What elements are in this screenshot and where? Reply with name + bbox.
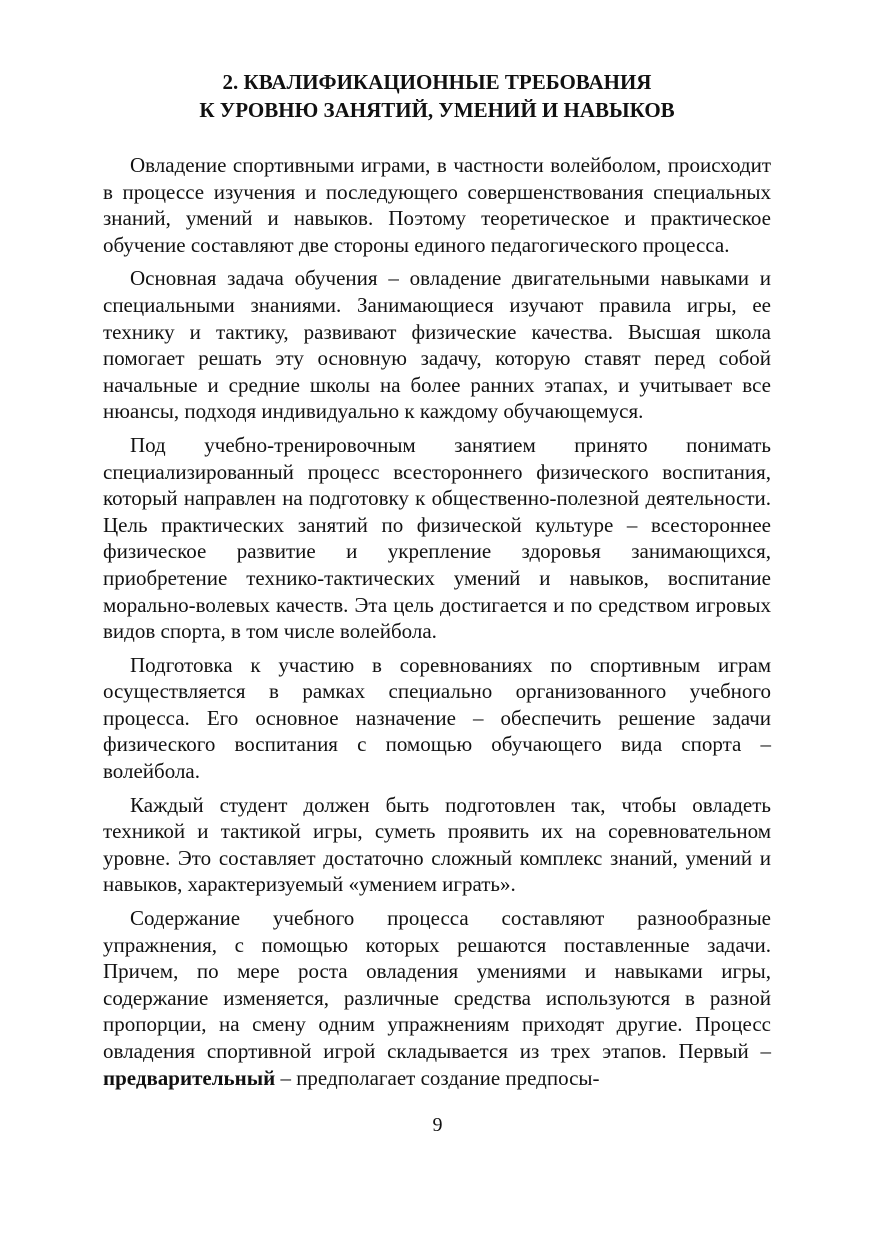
paragraph-6-text-end: – предполагает создание предпосы- (275, 1065, 600, 1090)
heading-line-2: К УРОВНЮ ЗАНЯТИЙ, УМЕНИЙ И НАВЫКОВ (199, 98, 675, 122)
paragraph-5: Каждый студент должен быть подготовлен так, чтобы овладеть техникой и тактикой игры, суметь проявить их на соревновательном уровне. Это составляет достаточно сложный комплекс знаний, умений и навыков, характеризуемый «умением играть». (103, 792, 771, 897)
section-heading (103, 68, 771, 124)
paragraph-3: Под учебно-тренировочным занятием принято понимать специализированный процесс всестороннего физического воспитания, который направлен на подготовку к общественно-полезной деятельности. Цель практических занятий по физической культуре – всестороннее физическое развитие и укрепление здоровья занимающихся, приобретение технико-тактических умений и навыков, воспитание морально-волевых качеств. Эта цель достигается и по средством игровых видов спорта, в том числе волейбола. (103, 432, 771, 644)
heading-line-1: 2. КВАЛИФИКАЦИОННЫЕ ТРЕБОВАНИЯ (222, 70, 652, 94)
paragraph-6 (103, 905, 771, 1091)
paragraph-4: Подготовка к участию в соревнованиях по спортивным играм осуществляется в рамках специально организованного учебного процесса. Его основное назначение – обеспечить решение задачи физического воспитания с помощью обучающего вида спорта – волейбола. (103, 652, 771, 784)
page-number: 9 (432, 1114, 443, 1136)
paragraph-2: Основная задача обучения – овладение двигательными навыками и специальными знаниями. Занимающиеся изучают правила игры, ее технику и тактику, развивают физические качества. Высшая школа помогает решать эту основную задачу, которую ставят перед собой начальные и средние школы на более ранних этапах, и учитывает все нюансы, подходя индивидуально к каждому обучающемуся. (103, 266, 771, 424)
document-page (103, 68, 771, 1091)
paragraph-6-text-start: Содержание учебного процесса составляют разнообразные упражнения, с помощью которых решаются поставленные задачи. Причем, по мере роста овладения умениями и навыками игры, содержание изменяется, различные средства используются в разной пропорции, на смену одним упражнениям приходят другие. Процесс овладения спортивной игрой складывается из трех этапов. Первый – (103, 906, 771, 1063)
paragraph-1: Овладение спортивными играми, в частности волейболом, происходит в процессе изучения и последующего совершенствования специальных знаний, умений и навыков. Поэтому теоретическое и практическое обучение составляют две стороны единого педагогического процесса. (103, 153, 771, 257)
bold-term: предварительный (103, 1065, 276, 1090)
